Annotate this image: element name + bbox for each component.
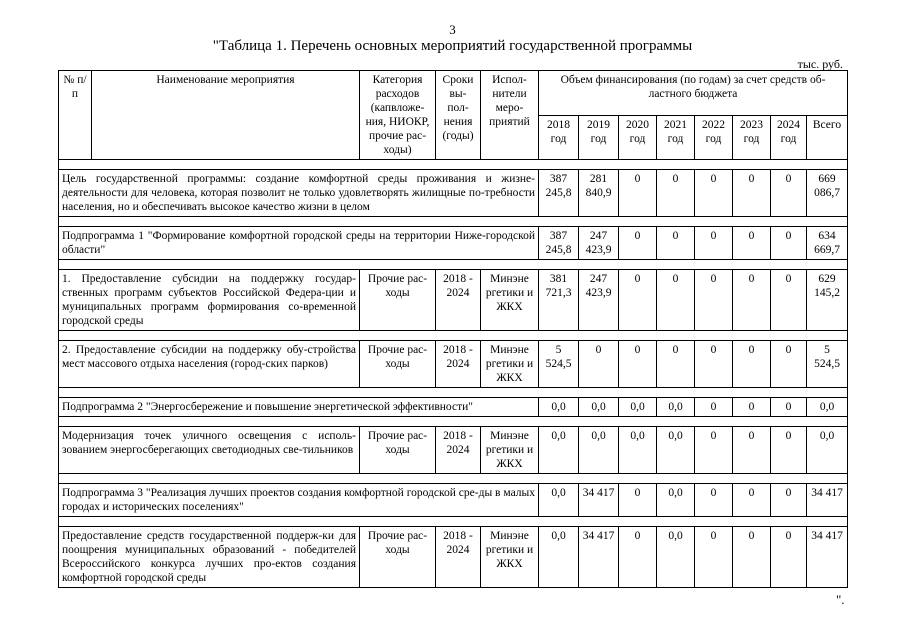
row-value: 0 [619, 270, 657, 331]
program-table [58, 70, 848, 588]
row-value: 0 [771, 427, 807, 474]
units-label: тыс. руб. [797, 57, 843, 71]
row-spacer [59, 388, 848, 398]
header-year: 2023 год [733, 115, 771, 160]
spacer-cell [59, 160, 848, 170]
row-value: 0 [657, 227, 695, 260]
row-spacer [59, 160, 848, 170]
closing-quote: ". [836, 592, 845, 607]
row-value: 34 417 [807, 527, 848, 588]
row-value: 0 [733, 527, 771, 588]
row-value: 0 [619, 170, 657, 217]
header-year: 2024 год [771, 115, 807, 160]
row-value: 0 [695, 398, 733, 417]
table-row [59, 227, 848, 260]
row-executor: Минэне ргетики и ЖКХ [481, 270, 539, 331]
row-value: 281 840,9 [579, 170, 619, 217]
row-value: 0 [771, 270, 807, 331]
row-value: 0 [733, 398, 771, 417]
row-terms: 2018 - 2024 [436, 341, 481, 388]
row-value: 0 [695, 170, 733, 217]
row-category: Прочие рас-ходы [360, 427, 436, 474]
row-value: 0 [695, 270, 733, 331]
row-value: 0,0 [579, 398, 619, 417]
row-value: 0 [619, 341, 657, 388]
row-value: 0,0 [807, 398, 848, 417]
header-year: Всего [807, 115, 848, 160]
row-value: 0,0 [539, 484, 579, 517]
row-description: Подпрограмма 3 "Реализация лучших проектов создания комфортной городской сре-ды в малых городах и исторических поселениях" [59, 484, 539, 517]
row-value: 34 417 [579, 527, 619, 588]
row-value: 0,0 [657, 527, 695, 588]
table-row [59, 427, 848, 474]
row-value: 669 086,7 [807, 170, 848, 217]
row-value: 634 669,7 [807, 227, 848, 260]
row-value: 0,0 [657, 484, 695, 517]
header-category: Категория расходов (капвложе-ния, НИОКР, прочие рас-ходы) [360, 71, 436, 160]
spacer-cell [59, 260, 848, 270]
row-value: 34 417 [579, 484, 619, 517]
row-value: 5 524,5 [807, 341, 848, 388]
table-row [59, 527, 848, 588]
table-row [59, 270, 848, 331]
table-title: "Таблица 1. Перечень основных мероприятий государственной программы [212, 38, 693, 54]
row-value: 0 [733, 427, 771, 474]
row-value: 0 [619, 484, 657, 517]
row-value: 0 [579, 341, 619, 388]
spacer-cell [59, 331, 848, 341]
header-year: 2019 год [579, 115, 619, 160]
row-value: 247 423,9 [579, 227, 619, 260]
row-value: 629 145,2 [807, 270, 848, 331]
table-body [59, 160, 848, 588]
row-value: 387 245,8 [539, 170, 579, 217]
header-year: 2018 год [539, 115, 579, 160]
row-value: 0,0 [619, 398, 657, 417]
table-row [59, 484, 848, 517]
table-row [59, 398, 848, 417]
row-spacer [59, 331, 848, 341]
table-row [59, 170, 848, 217]
row-category: Прочие рас-ходы [360, 527, 436, 588]
row-terms: 2018 - 2024 [436, 270, 481, 331]
row-value: 0 [695, 484, 733, 517]
row-value: 0 [657, 341, 695, 388]
row-value: 381 721,3 [539, 270, 579, 331]
spacer-cell [59, 417, 848, 427]
page-number: 3 [449, 22, 456, 37]
row-description: 1. Предоставление субсидии на поддержку государ-ственных программ субъектов Российской Федера-ции и муниципальных программ формирования со-временной городской среды [59, 270, 360, 331]
row-value: 387 245,8 [539, 227, 579, 260]
row-executor: Минэне ргетики и ЖКХ [481, 527, 539, 588]
row-value: 0 [771, 341, 807, 388]
row-description: Предоставление средств государственной поддерж-ки для поощрения муниципальных образований - победителей Всероссийского конкурса лучших про-ектов создания комфортной городской среды [59, 527, 360, 588]
spacer-cell [59, 388, 848, 398]
header-name: Наименование мероприятия [92, 71, 360, 160]
row-spacer [59, 260, 848, 270]
row-value: 0 [695, 427, 733, 474]
header-num: № п/п [59, 71, 92, 160]
row-value: 0 [733, 270, 771, 331]
row-spacer [59, 217, 848, 227]
row-value: 0 [733, 170, 771, 217]
row-description: 2. Предоставление субсидии на поддержку обу-стройства мест массового отдыха населения (город-ских парков) [59, 341, 360, 388]
row-value: 0,0 [619, 427, 657, 474]
row-value: 0,0 [657, 398, 695, 417]
row-value: 0,0 [807, 427, 848, 474]
header-terms: Сроки вы-пол-нения (годы) [436, 71, 481, 160]
row-value: 0 [619, 527, 657, 588]
row-value: 0,0 [657, 427, 695, 474]
table-row [59, 341, 848, 388]
spacer-cell [59, 517, 848, 527]
row-value: 0 [771, 527, 807, 588]
row-value: 34 417 [807, 484, 848, 517]
header-year: 2022 год [695, 115, 733, 160]
header-year: 2021 год [657, 115, 695, 160]
header-executors: Испол-нители меро-приятий [481, 71, 539, 160]
row-value: 0 [695, 527, 733, 588]
row-terms: 2018 - 2024 [436, 527, 481, 588]
row-description: Модернизация точек уличного освещения с исполь-зованием энергосберегающих светодиодных све-тильников [59, 427, 360, 474]
row-value: 0,0 [539, 398, 579, 417]
row-spacer [59, 474, 848, 484]
row-terms: 2018 - 2024 [436, 427, 481, 474]
row-value: 0 [657, 170, 695, 217]
spacer-cell [59, 474, 848, 484]
row-value: 0 [771, 398, 807, 417]
row-value: 0,0 [579, 427, 619, 474]
spacer-cell [59, 217, 848, 227]
row-value: 0 [695, 341, 733, 388]
row-value: 0 [733, 341, 771, 388]
row-category: Прочие рас-ходы [360, 341, 436, 388]
row-value: 0 [619, 227, 657, 260]
row-value: 0 [695, 227, 733, 260]
row-value: 0 [771, 484, 807, 517]
row-category: Прочие рас-ходы [360, 270, 436, 331]
row-spacer [59, 517, 848, 527]
row-value: 0 [733, 227, 771, 260]
row-description: Подпрограмма 2 "Энергосбережение и повышение энергетической эффективности" [59, 398, 539, 417]
header-year: 2020 год [619, 115, 657, 160]
header-funding: Объем финансирования (по годам) за счет средств об-ластного бюджета [539, 71, 848, 116]
row-value: 0 [771, 170, 807, 217]
row-description: Подпрограмма 1 "Формирование комфортной городской среды на территории Ниже-городской области" [59, 227, 539, 260]
row-executor: Минэне ргетики и ЖКХ [481, 427, 539, 474]
row-description: Цель государственной программы: создание комфортной среды проживания и жизне-деятельности для человека, которая позволит не только удовлетворять жилищные по-требности населения, но и обеспечивать высокое качество жизни в целом [59, 170, 539, 217]
row-executor: Минэне ргетики и ЖКХ [481, 341, 539, 388]
row-value: 5 524,5 [539, 341, 579, 388]
row-value: 0,0 [539, 427, 579, 474]
row-value: 0,0 [539, 527, 579, 588]
row-value: 0 [771, 227, 807, 260]
row-spacer [59, 417, 848, 427]
row-value: 0 [657, 270, 695, 331]
row-value: 0 [733, 484, 771, 517]
row-value: 247 423,9 [579, 270, 619, 331]
